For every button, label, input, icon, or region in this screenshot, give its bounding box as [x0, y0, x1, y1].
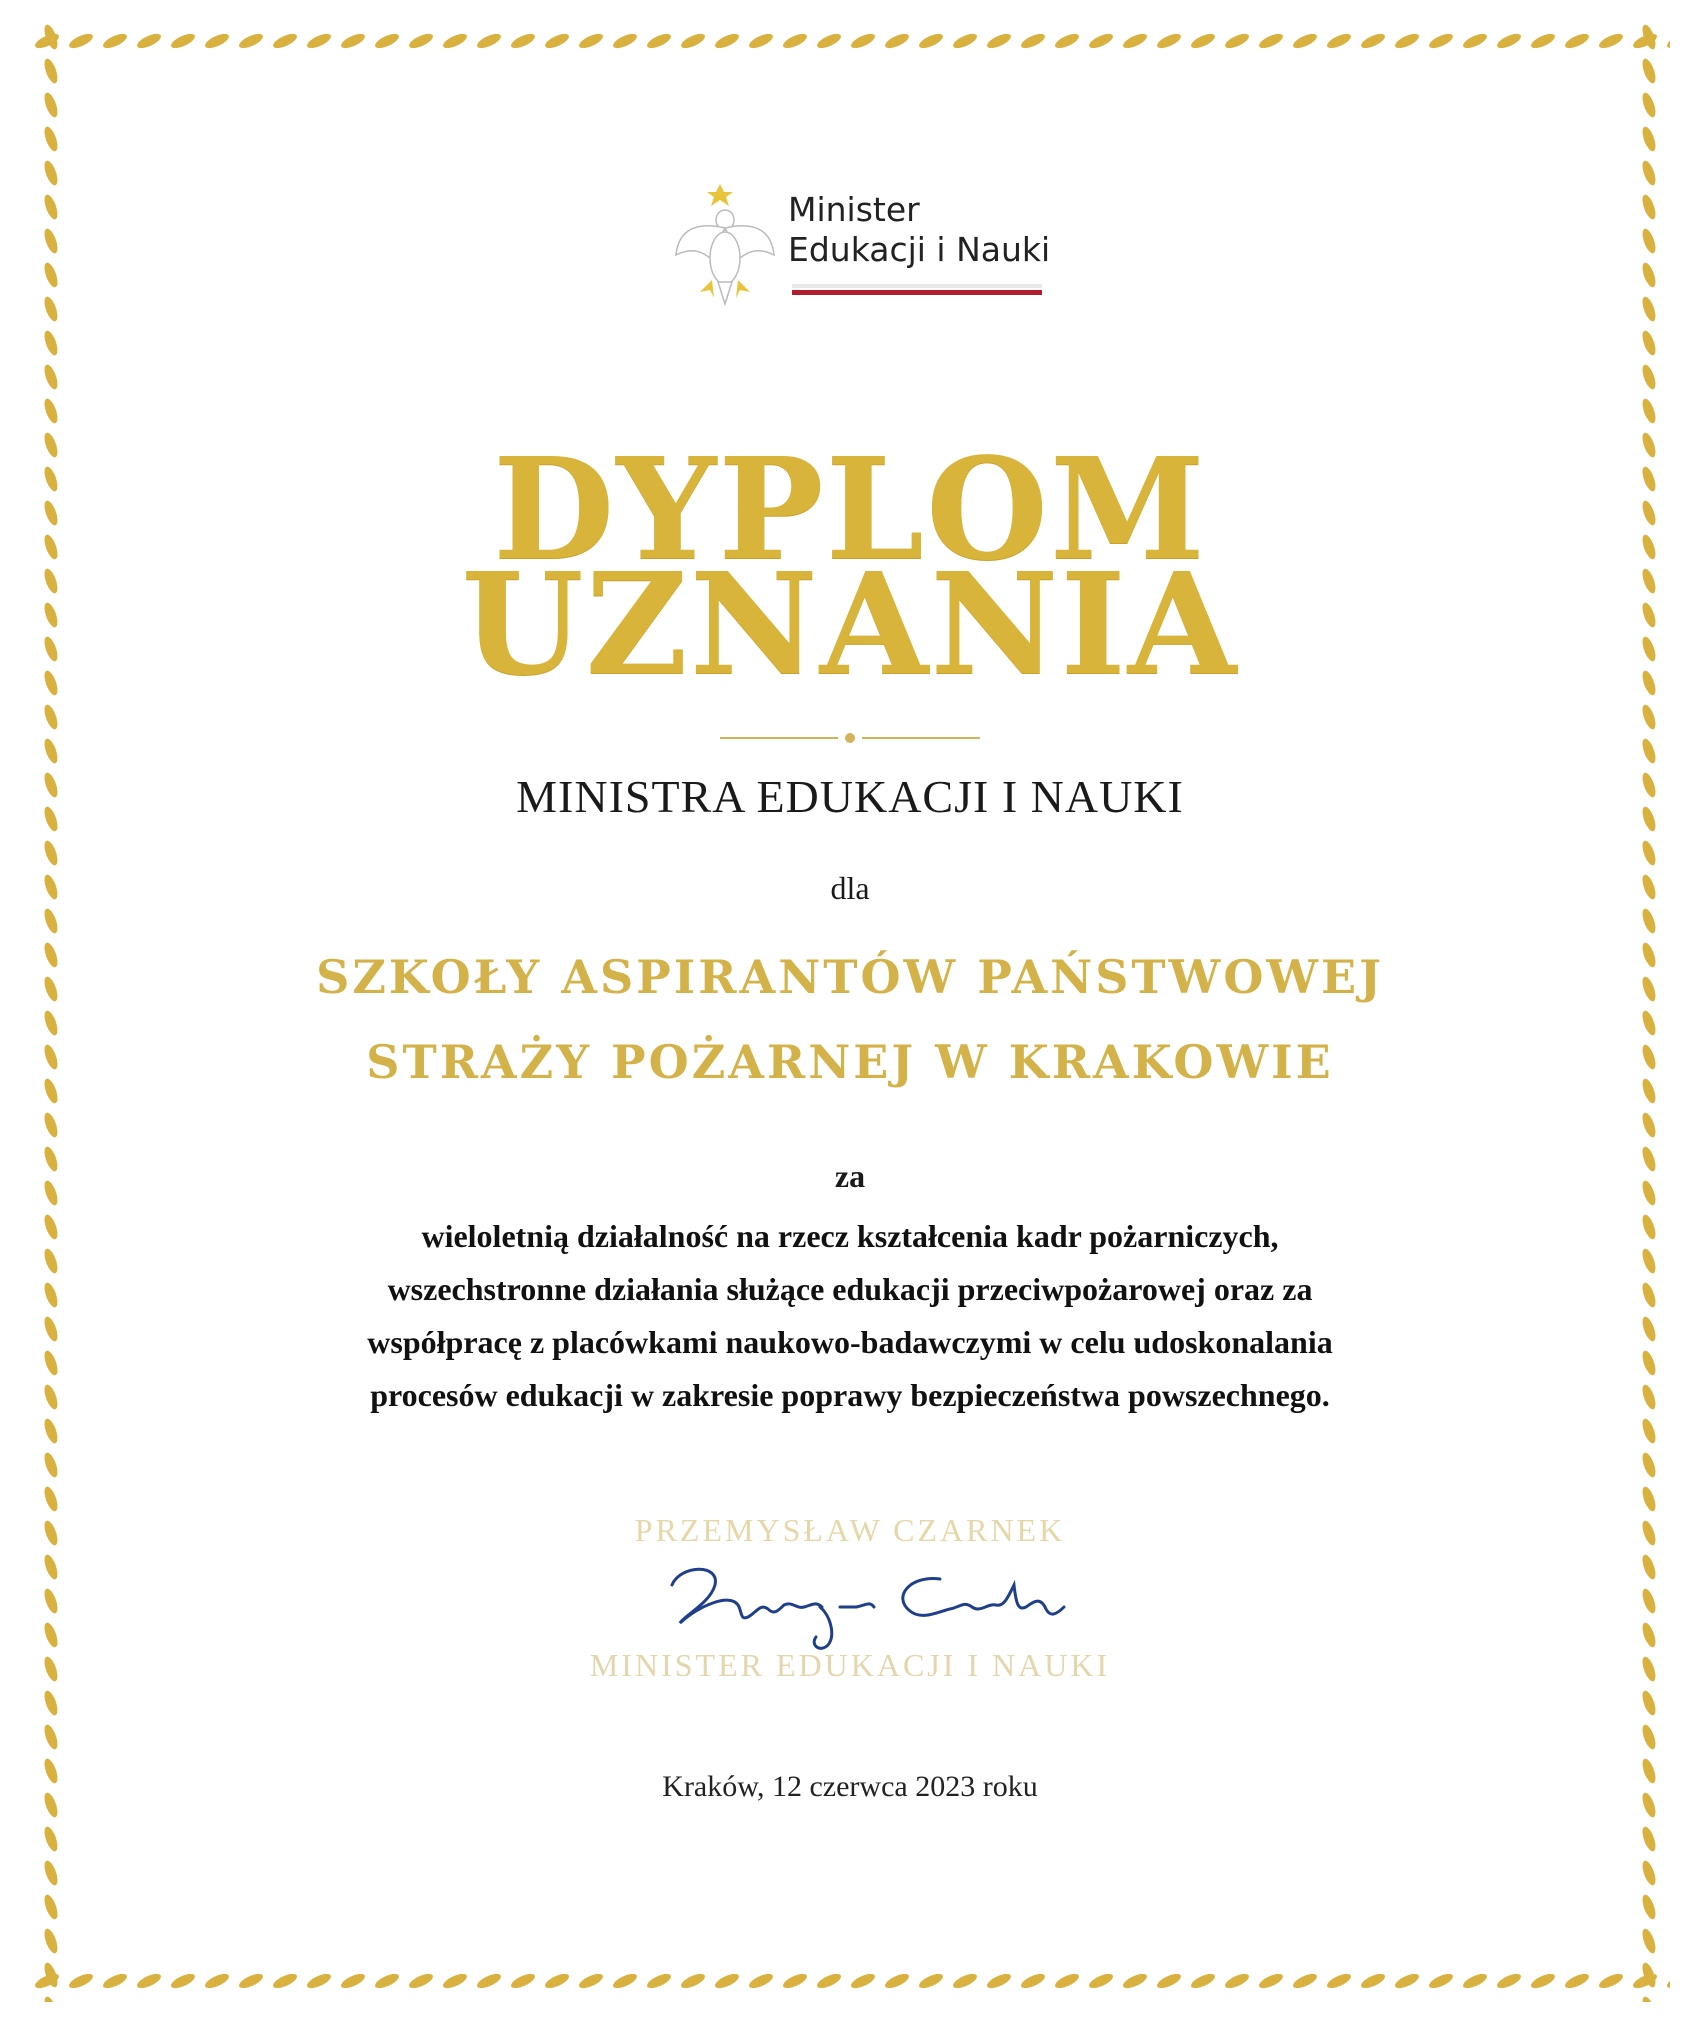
place-and-date: Kraków, 12 czerwca 2023 roku	[662, 1770, 1038, 1803]
justification-line: wieloletnią działalność na rzecz kształcenia kadr pożarniczych,	[421, 1218, 1279, 1254]
justification-line: współpracę z placówkami naukowo-badawczymi w celu udoskonalania	[367, 1324, 1333, 1360]
diploma-title-line-1: DYPLOM	[493, 428, 1207, 592]
signer-title: MINISTER EDUKACJI I NAUKI	[589, 1647, 1111, 1683]
recipient-line-2: STRAŻY POŻARNEJ W KRAKOWIE	[366, 1035, 1334, 1089]
justification-line: procesów edukacji w zakresie poprawy bezpieczeństwa powszechnego.	[370, 1377, 1330, 1413]
logo-text	[788, 190, 1050, 270]
logo-line-2: Edukacji i Nauki	[788, 230, 1051, 269]
ornamental-divider	[720, 730, 980, 746]
handwritten-signature	[660, 1545, 1080, 1655]
issuer-line: MINISTRA EDUKACJI I NAUKI	[516, 771, 1184, 822]
justification-text	[180, 1210, 1520, 1422]
logo-line-1: Minister	[788, 190, 920, 229]
border-bottom	[30, 1960, 1670, 2002]
white-eagle-emblem-icon	[670, 180, 780, 310]
border-top	[30, 20, 1670, 62]
border-right	[1628, 20, 1670, 2002]
diploma-title-line-2: UZNANIA	[461, 543, 1239, 707]
reason-label: za	[834, 1158, 866, 1194]
justification-line: wszechstronne działania służące edukacji przeciwpożarowej oraz za	[387, 1271, 1313, 1307]
border-left	[30, 20, 72, 2002]
flag-red-stripe	[792, 290, 1042, 295]
for-label: dla	[830, 870, 870, 906]
ministry-logo	[670, 180, 1150, 310]
recipient-line-1: SZKOŁY ASPIRANTÓW PAŃSTWOWEJ	[316, 950, 1384, 1004]
flag-white-stripe	[792, 284, 1042, 288]
signer-name: PRZEMYSŁAW CZARNEK	[634, 1512, 1066, 1548]
diploma-content	[80, 80, 1620, 1950]
